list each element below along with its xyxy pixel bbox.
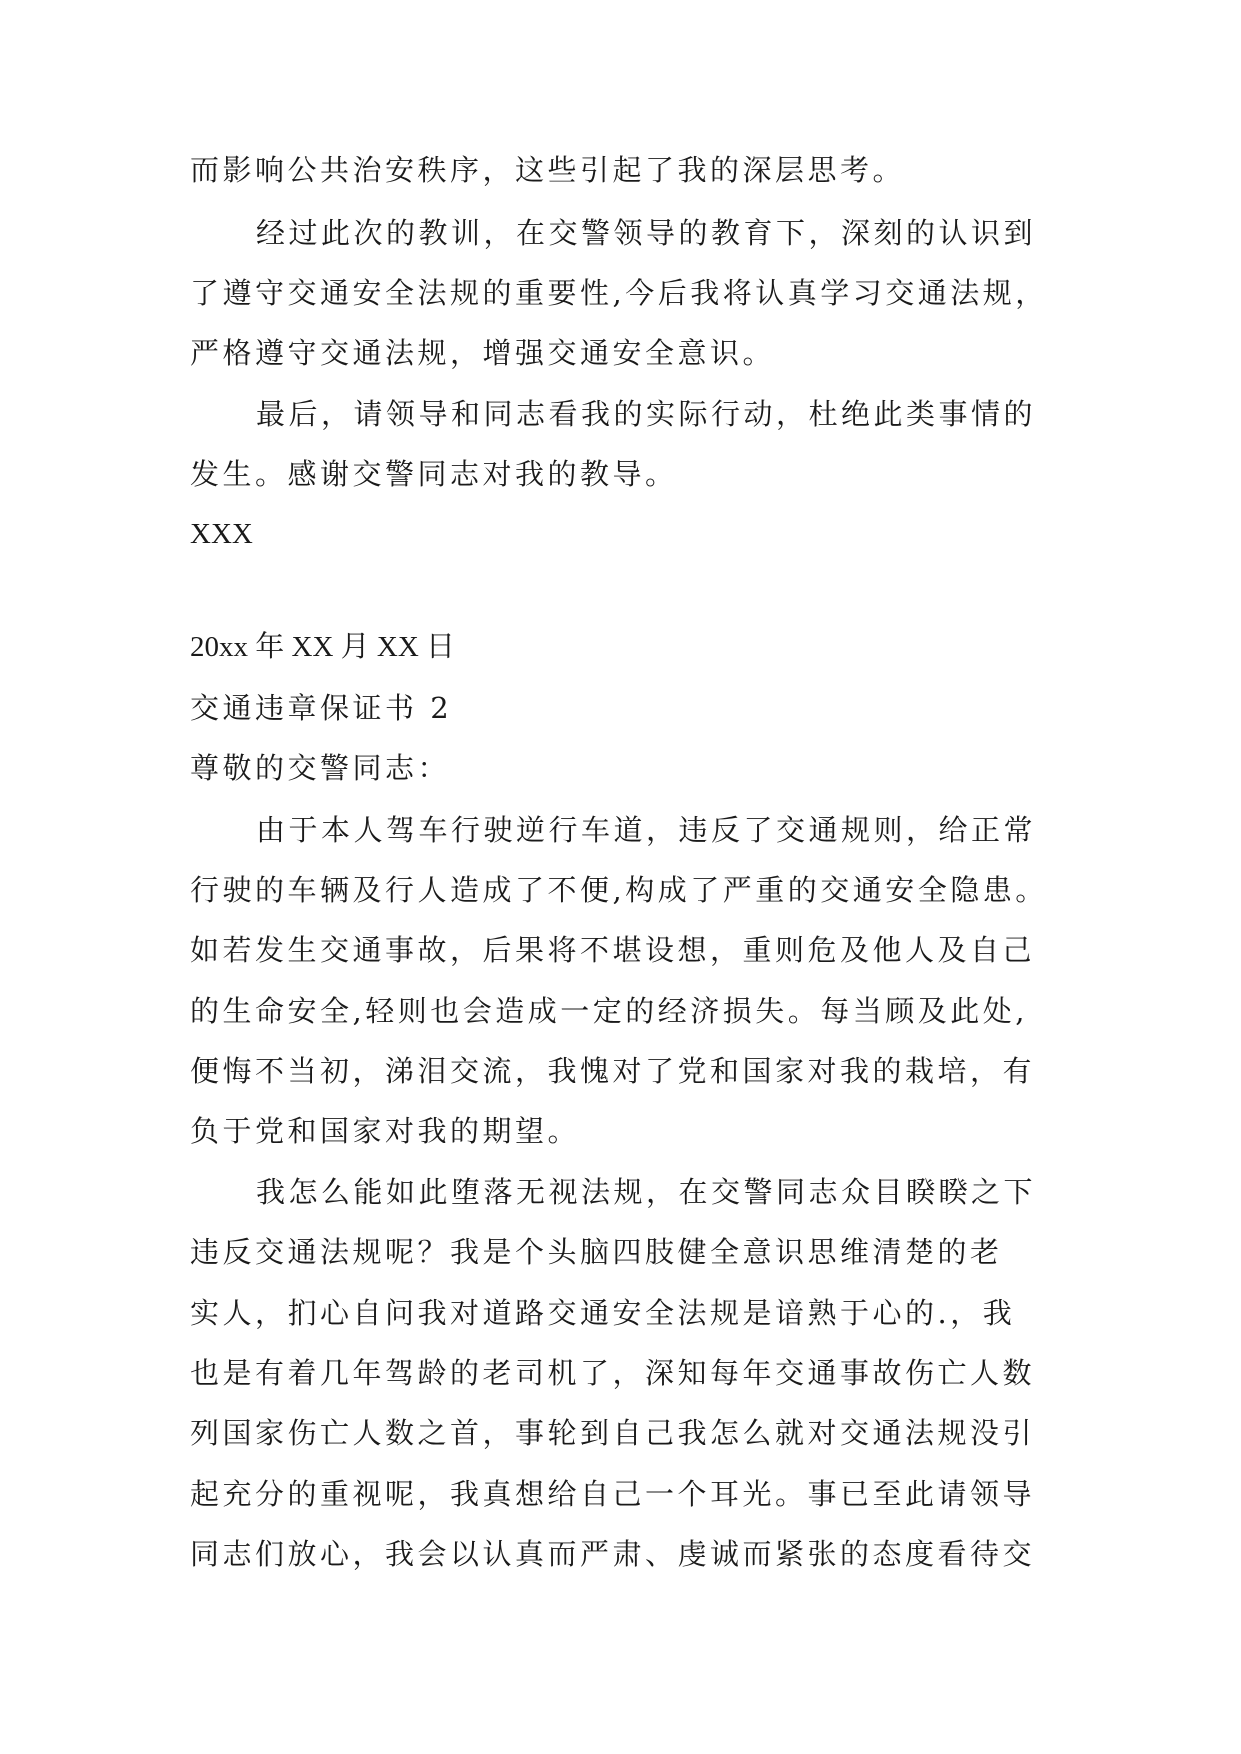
paragraph-line: 同志们放心，我会以认真而严肃、虔诚而紧张的态度看待交 — [190, 1537, 1036, 1571]
signature-name: XXX — [190, 518, 253, 550]
paragraph-line: 了遵守交通安全法规的重要性,今后我将认真学习交通法规， — [190, 276, 1048, 310]
paragraph-line: 发生。感谢交警同志对我的教导。 — [190, 457, 678, 491]
salutation: 尊敬的交警同志： — [190, 751, 451, 785]
paragraph-line: 列国家伤亡人数之首，事轮到自己我怎么就对交通法规没引 — [190, 1416, 1036, 1450]
paragraph-line: 行驶的车辆及行人造成了不便,构成了严重的交通安全隐患。 — [190, 873, 1048, 907]
paragraph-line: 如若发生交通事故，后果将不堪设想，重则危及他人及自己 — [190, 933, 1036, 967]
paragraph-line: 违反交通法规呢？我是个头脑四肢健全意识思维清楚的老 — [190, 1235, 1003, 1269]
paragraph-line: 严格遵守交通法规，增强交通安全意识。 — [190, 336, 776, 370]
paragraph-line: 便悔不当初，涕泪交流，我愧对了党和国家对我的栽培，有 — [190, 1054, 1036, 1088]
paragraph-line: 也是有着几年驾龄的老司机了，深知每年交通事故伤亡人数 — [190, 1356, 1036, 1390]
signature-date: 20xx 年 XX 月 XX 日 — [190, 631, 456, 663]
paragraph-line: 最后，请领导和同志看我的实际行动，杜绝此类事情的 — [256, 397, 1037, 431]
paragraph-line: 经过此次的教训，在交警领导的教育下，深刻的认识到 — [256, 216, 1037, 250]
paragraph-line: 的生命安全,轻则也会造成一定的经济损失。每当顾及此处, — [190, 994, 1028, 1028]
paragraph-line: 而影响公共治安秩序，这些引起了我的深层思考。 — [190, 153, 906, 187]
paragraph-line: 由于本人驾车行驶逆行车道，违反了交通规则，给正常 — [256, 813, 1037, 847]
section-title: 交通违章保证书 2 — [190, 691, 453, 725]
paragraph-line: 负于党和国家对我的期望。 — [190, 1114, 581, 1148]
paragraph-line: 起充分的重视呢，我真想给自己一个耳光。事已至此请领导 — [190, 1477, 1036, 1511]
paragraph-line: 我怎么能如此堕落无视法规，在交警同志众目睽睽之下 — [256, 1175, 1037, 1209]
paragraph-line: 实人，扪心自问我对道路交通安全法规是谙熟于心的.，我 — [190, 1296, 1016, 1330]
